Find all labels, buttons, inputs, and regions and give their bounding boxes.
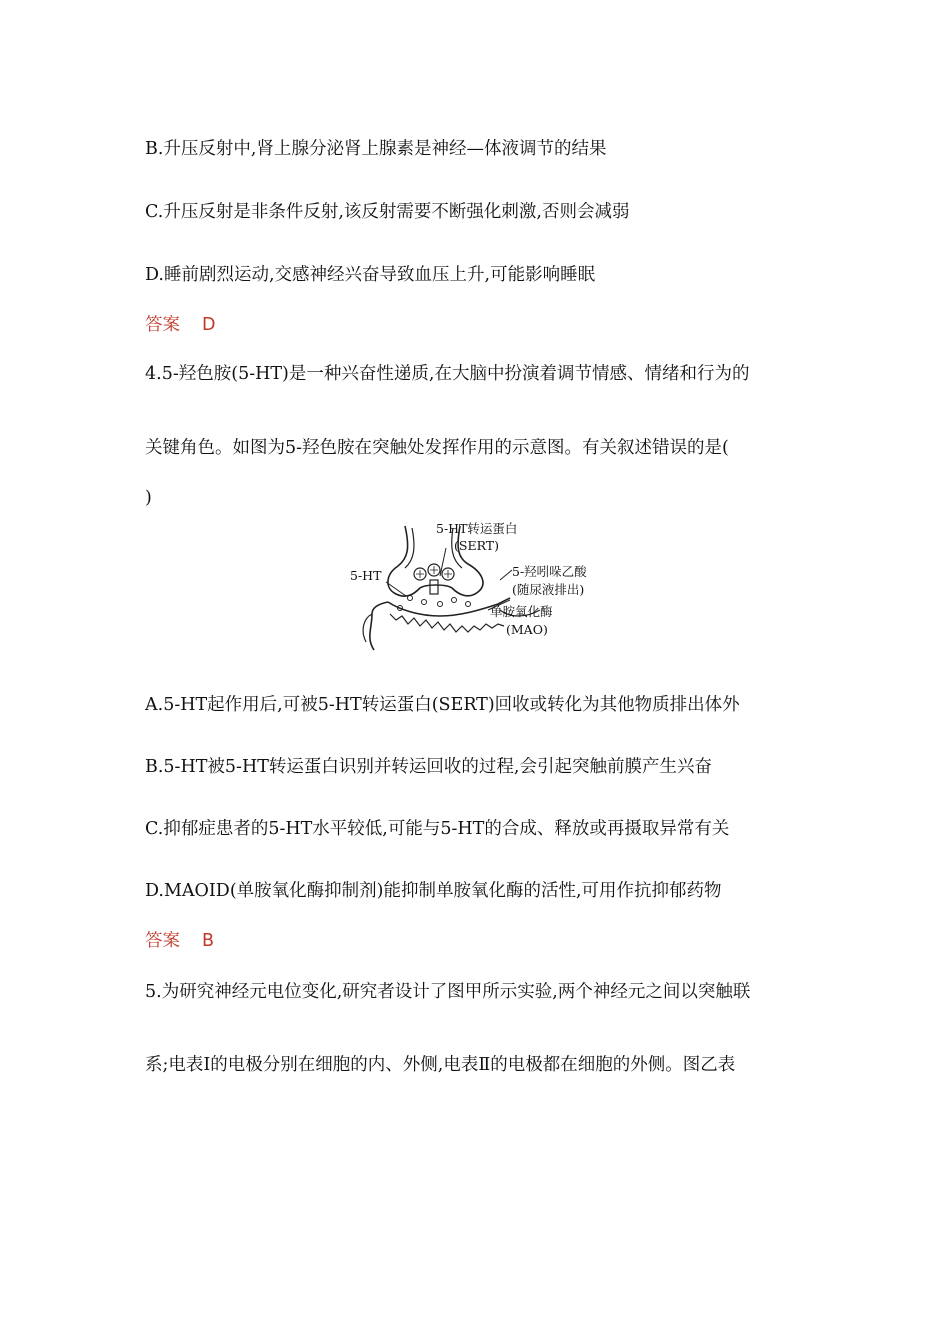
arrow-5hiaa [500,570,512,580]
q3-option-b: B.升压反射中,肾上腺分泌肾上腺素是神经—体液调节的结果 [145,139,607,159]
serotonin-molecule [422,600,427,605]
q5-stem-line-2: 系;电表Ⅰ的电极分别在细胞的内、外侧,电表Ⅱ的电极都在细胞的外侧。图乙表 [145,1055,736,1075]
label-5hiaa-line-2: (随尿液排出) [512,582,585,597]
answer-label: 答案 [145,315,180,335]
sert-transporter [430,580,438,594]
label-5ht: 5-HT [350,568,382,583]
answer-label: 答案 [145,931,180,951]
serotonin-molecule [466,602,471,607]
label-mao-line-1: 单胺氧化酶 [490,604,553,619]
serotonin-molecule [408,596,413,601]
q4-stem-line-1: 4.5-羟色胺(5-HT)是一种兴奋性递质,在大脑中扮演着调节情感、情绪和行为的 [145,364,750,384]
label-5hiaa-line-1: 5-羟吲哚乙酸 [512,564,587,579]
label-sert-line-1: 5-HT转运蛋白 [436,521,518,536]
q4-option-a: A.5-HT起作用后,可被5-HT转运蛋白(SERT)回收或转化为其他物质排出体外 [145,695,740,715]
q4-answer [145,930,214,952]
q3-option-d: D.睡前剧烈运动,交感神经兴奋导致血压上升,可能影响睡眠 [145,265,596,285]
label-sert-line-2: (SERT) [454,538,499,553]
answer-value: D [202,315,216,335]
receptor-row [390,614,504,632]
q4-option-c: C.抑郁症患者的5-HT水平较低,可能与5-HT的合成、释放或再摄取异常有关 [145,819,730,839]
q5-stem-line-1: 5.为研究神经元电位变化,研究者设计了图甲所示实验,两个神经元之间以突触联 [145,982,751,1002]
q4-option-b: B.5-HT被5-HT转运蛋白识别并转运回收的过程,会引起突触前膜产生兴奋 [145,757,712,777]
serotonin-molecule [438,602,443,607]
q4-stem-line-3: ) [145,488,152,508]
synapse-svg [350,518,600,658]
serotonin-molecule [452,598,457,603]
synapse-diagram [350,518,600,658]
q4-option-d: D.MAOID(单胺氧化酶抑制剂)能抑制单胺氧化酶的活性,可用作抗抑郁药物 [145,881,722,901]
q3-answer [145,314,215,336]
presynaptic-terminal [388,526,483,596]
q3-option-c: C.升压反射是非条件反射,该反射需要不断强化刺激,否则会减弱 [145,202,630,222]
answer-value: B [202,931,215,951]
label-mao-line-2: (MAO) [506,622,548,637]
q4-stem-line-2: 关键角色。如图为5-羟色胺在突触处发挥作用的示意图。有关叙述错误的是( [145,438,729,458]
